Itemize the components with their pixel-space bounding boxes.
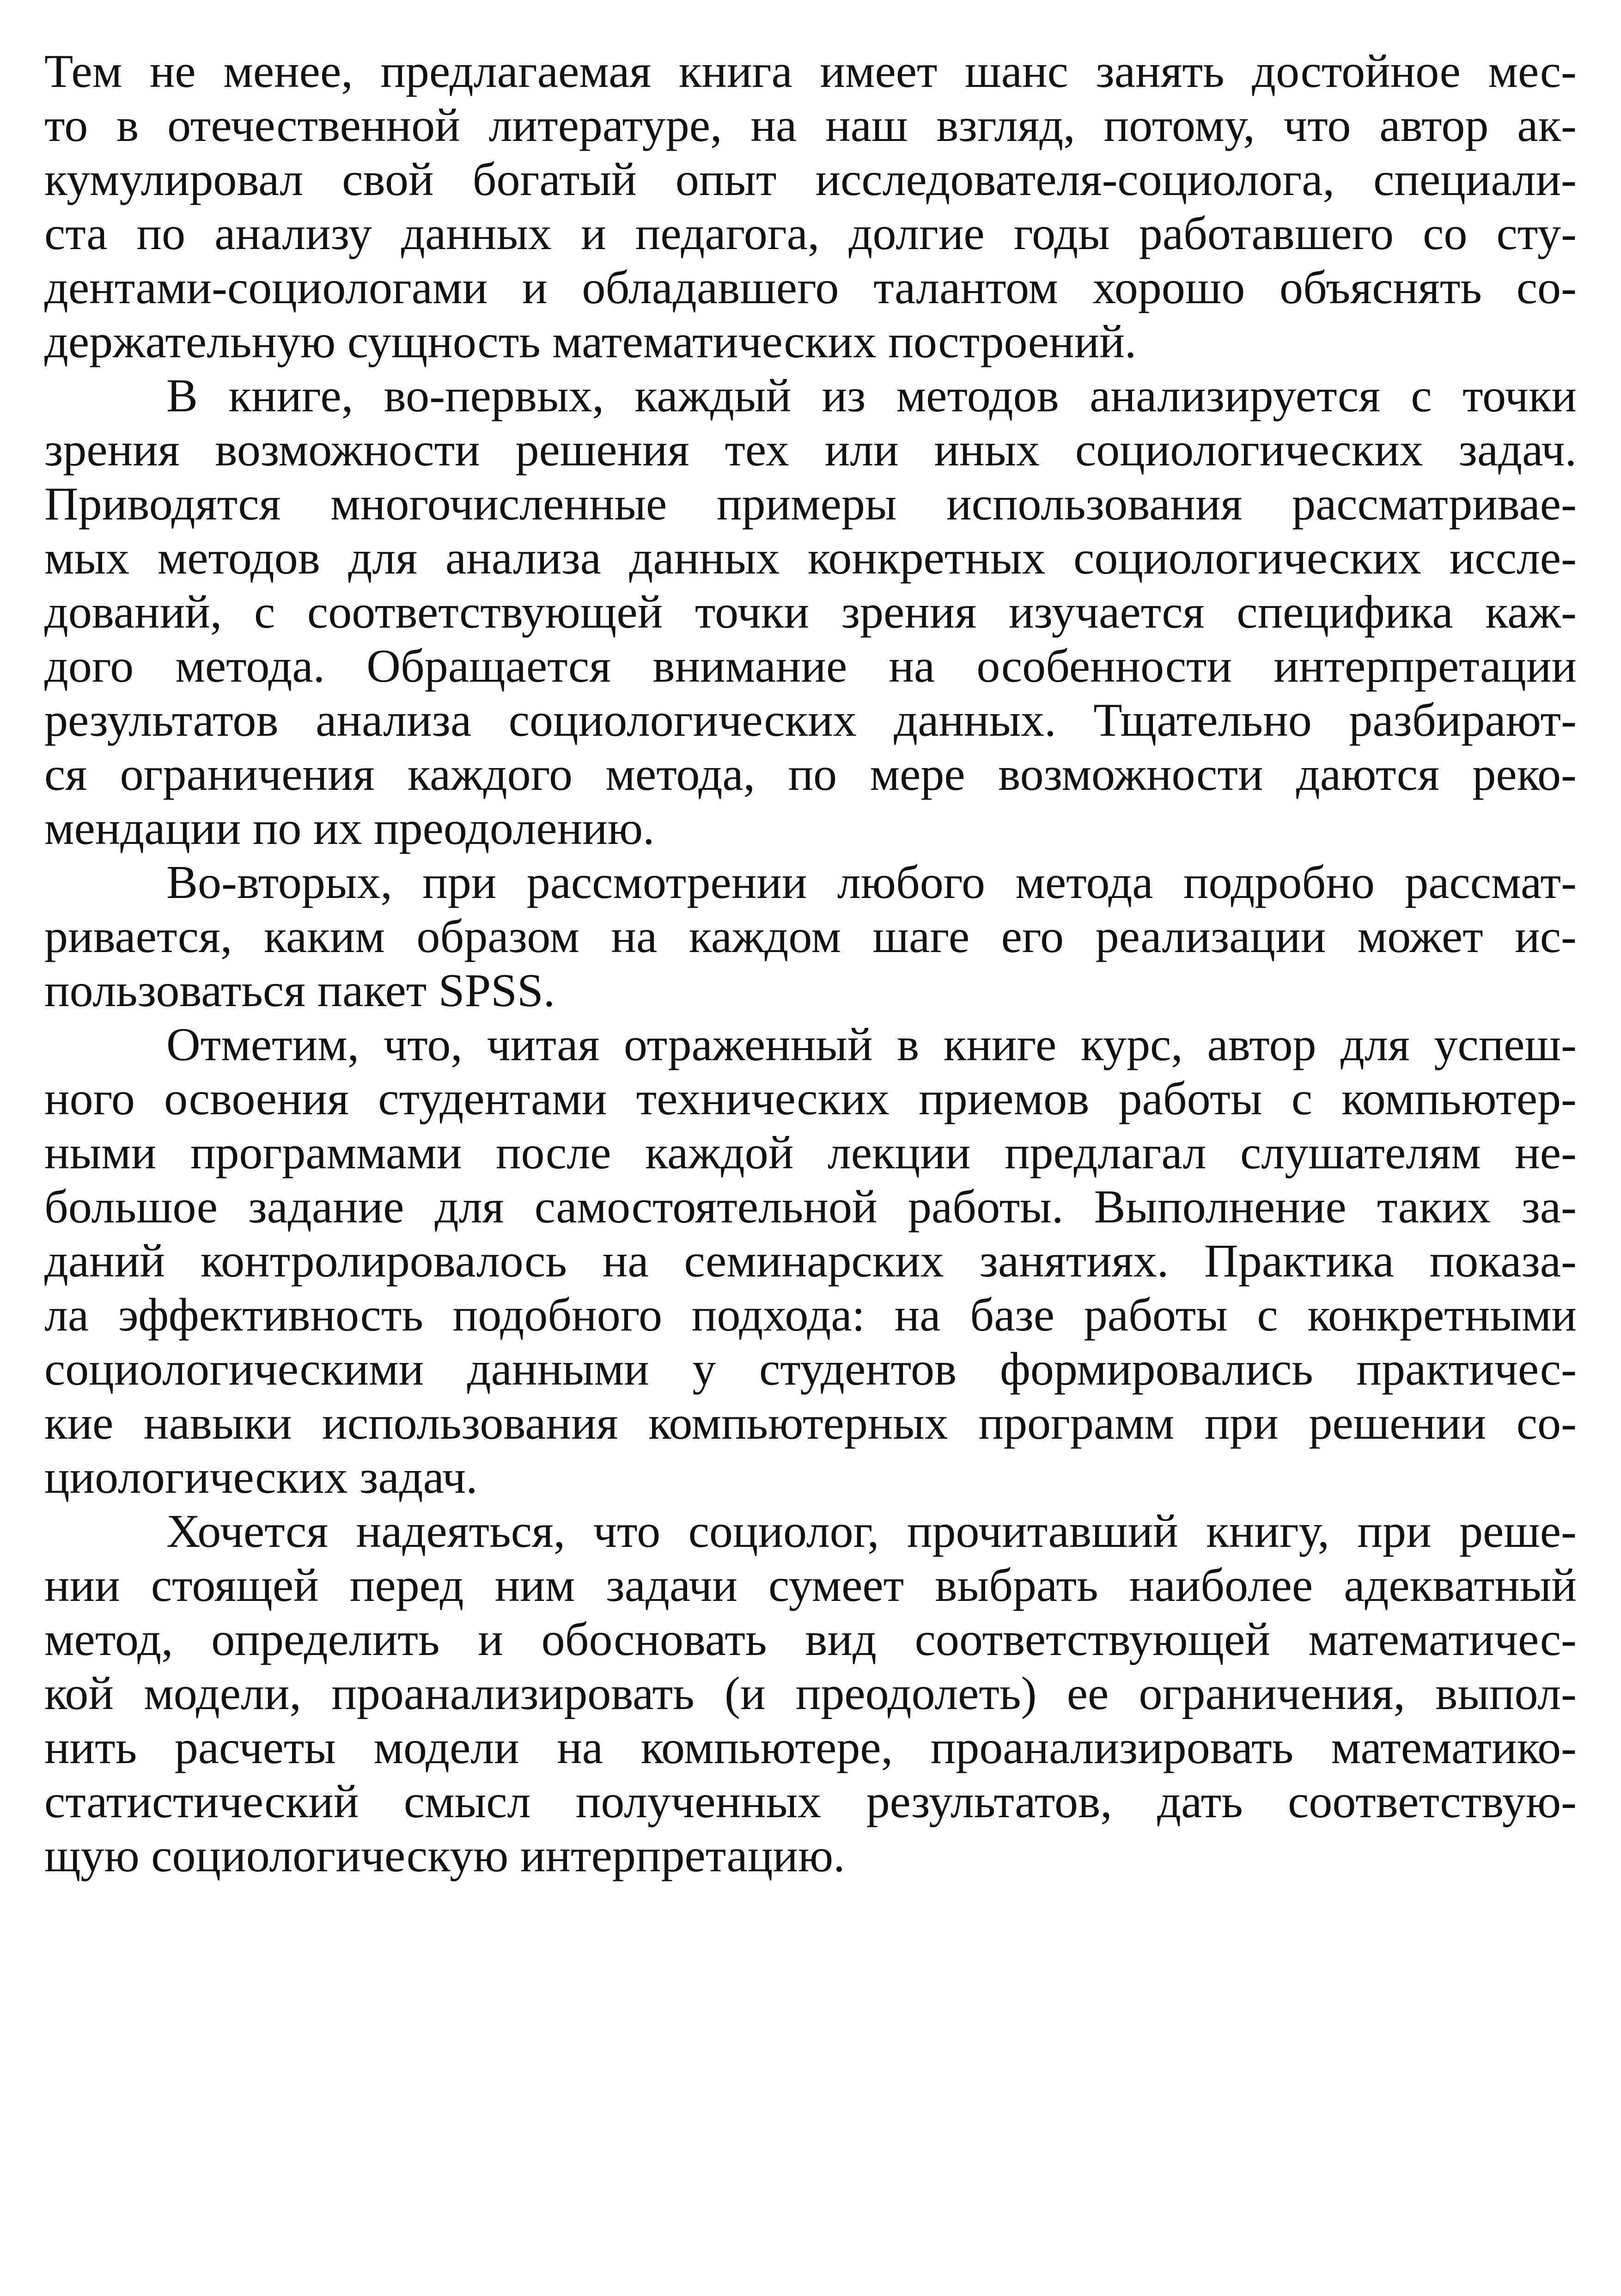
text-line: ривается, каким образом на каждом шаге его реализации может ис- xyxy=(44,910,1577,963)
text-line: пользоваться пакет SPSS. xyxy=(44,965,555,1017)
text-line: мендации по их преодолению. xyxy=(44,802,655,855)
text-line: Во-вторых, при рассмотрении любого метода подробно рассмат- xyxy=(166,856,1577,909)
text-line: держательную сущность математических построений. xyxy=(44,316,1137,368)
text-line: ла эффективность подобного подхода: на базе работы с конкретными xyxy=(44,1289,1577,1341)
text-line: ного освоения студентами технических приемов работы с компьютер- xyxy=(44,1073,1577,1125)
text-line: даний контролировалось на семинарских занятиях. Практика показа- xyxy=(44,1235,1577,1287)
text-line: результатов анализа социологических данных. Тщательно разбирают- xyxy=(44,694,1577,746)
text-line: мых методов для анализа данных конкретных социологических иссле- xyxy=(44,532,1577,584)
text-line: дого метода. Обращается внимание на особенности интерпретации xyxy=(44,640,1577,692)
text-line: Тем не менее, предлагаемая книга имеет шанс занять достойное мес- xyxy=(44,45,1577,98)
text-line: ся ограничения каждого метода, по мере возможности даются реко- xyxy=(44,748,1577,800)
text-line: щую социологическую интерпретацию. xyxy=(44,1830,845,1882)
text-line: статистический смысл полученных результатов, дать соответствую- xyxy=(44,1776,1577,1828)
paragraph-5 xyxy=(44,1504,1577,1883)
text-line: дентами-социологами и обладавшего талантом хорошо объяснять со- xyxy=(44,262,1577,314)
text-line: ста по анализу данных и педагога, долгие годы работавшего со сту- xyxy=(44,208,1577,260)
text-line: кие навыки использования компьютерных программ при решении со- xyxy=(44,1397,1577,1449)
text-line: ными программами после каждой лекции предлагал слушателям не- xyxy=(44,1127,1577,1179)
text-line: социологическими данными у студентов формировались практичес- xyxy=(44,1343,1577,1395)
text-line: нии стоящей перед ним задачи сумеет выбрать наиболее адекватный xyxy=(44,1559,1577,1612)
text-line: циологических задач. xyxy=(44,1451,478,1503)
paragraph-4 xyxy=(44,1018,1577,1504)
text-line: кой модели, проанализировать (и преодолеть) ее ограничения, выпол- xyxy=(44,1667,1577,1720)
paragraph-3 xyxy=(44,855,1577,1018)
text-line: нить расчеты модели на компьютере, проанализировать математико- xyxy=(44,1722,1577,1774)
text-line: Хочется надеяться, что социолог, прочитавший книгу, при реше- xyxy=(166,1505,1577,1557)
text-line: кумулировал свой богатый опыт исследователя-социолога, специали- xyxy=(44,153,1577,206)
text-line: Отметим, что, читая отраженный в книге курс, автор для успеш- xyxy=(166,1019,1577,1071)
text-line: метод, определить и обосновать вид соответствующей математичес- xyxy=(44,1613,1577,1666)
text-line: Приводятся многочисленные примеры использования рассматривае- xyxy=(44,478,1577,530)
text-line: В книге, во-первых, каждый из методов анализируется с точки xyxy=(166,370,1577,422)
paragraph-2 xyxy=(44,369,1577,855)
book-page xyxy=(44,44,1577,2252)
paragraph-1 xyxy=(44,44,1577,369)
text-line: зрения возможности решения тех или иных социологических задач. xyxy=(44,424,1577,476)
text-line: большое задание для самостоятельной работы. Выполнение таких за- xyxy=(44,1181,1577,1233)
text-line: то в отечественной литературе, на наш взгляд, потому, что автор ак- xyxy=(44,99,1577,152)
text-line: дований, с соответствующей точки зрения изучается специфика каж- xyxy=(44,586,1577,638)
